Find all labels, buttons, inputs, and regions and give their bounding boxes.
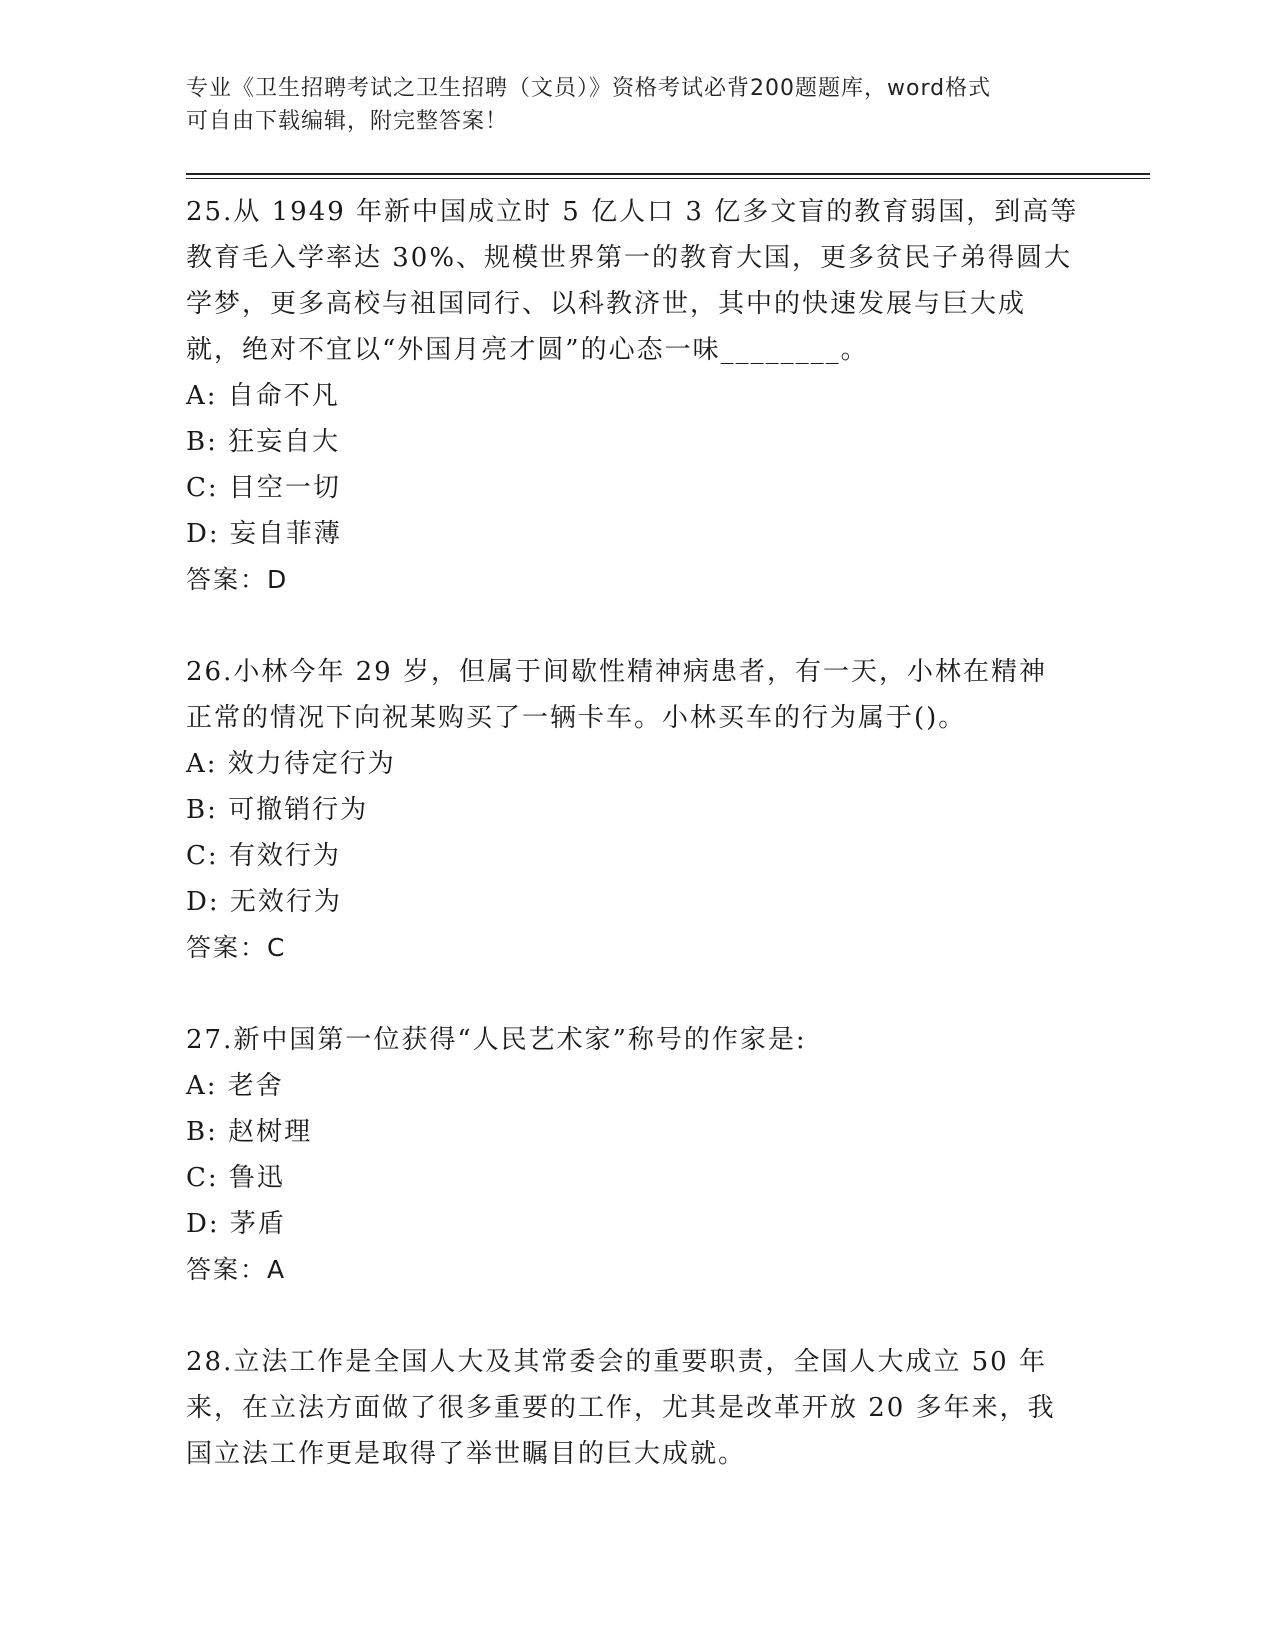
option-d: D: 无效行为 bbox=[186, 887, 342, 917]
document-header bbox=[186, 72, 1086, 138]
question-stem-line: 教育毛入学率达 30%、规模世界第一的教育大国，更多贫民子弟得圆大 bbox=[186, 243, 1073, 273]
header-line: 可自由下载编辑，附完整答案！ bbox=[186, 109, 509, 134]
option-b: B: 狂妄自大 bbox=[186, 427, 341, 457]
option-a: A: 老舍 bbox=[186, 1071, 284, 1101]
option-b: B: 赵树理 bbox=[186, 1117, 313, 1147]
answer-line: 答案：A bbox=[186, 1255, 287, 1284]
question-stem-line: 28.立法工作是全国人大及其常委会的重要职责，全国人大成立 50 年 bbox=[186, 1347, 1047, 1377]
question-28 bbox=[186, 1339, 1086, 1477]
question-27 bbox=[186, 1017, 1086, 1293]
option-c: C: 目空一切 bbox=[186, 473, 341, 503]
answer-line: 答案：C bbox=[186, 933, 287, 962]
answer-line: 答案：D bbox=[186, 565, 289, 594]
question-stem-line: 正常的情况下向祝某购买了一辆卡车。小林买车的行为属于()。 bbox=[186, 703, 967, 733]
question-stem-line: 25.从 1949 年新中国成立时 5 亿人口 3 亿多文盲的教育弱国，到高等 bbox=[186, 197, 1079, 227]
question-stem-line: 26.小林今年 29 岁，但属于间歇性精神病患者，有一天，小林在精神 bbox=[186, 657, 1047, 687]
option-c: C: 鲁迅 bbox=[186, 1163, 285, 1193]
option-d: D: 妄自菲薄 bbox=[186, 519, 342, 549]
option-a: A: 效力待定行为 bbox=[186, 749, 396, 779]
header-line: 专业《卫生招聘考试之卫生招聘（文员）》资格考试必背200题题库，word格式 bbox=[186, 76, 992, 101]
option-d: D: 茅盾 bbox=[186, 1209, 286, 1239]
question-stem-line: 27.新中国第一位获得“人民艺术家”称号的作家是: bbox=[186, 1025, 807, 1055]
header-divider bbox=[186, 173, 1150, 175]
header-divider-thin bbox=[186, 178, 1150, 179]
question-stem-line: 学梦，更多高校与祖国同行、以科教济世，其中的快速发展与巨大成 bbox=[186, 289, 1027, 319]
question-25 bbox=[186, 189, 1086, 603]
question-list bbox=[186, 189, 1086, 1523]
option-b: B: 可撤销行为 bbox=[186, 795, 369, 825]
question-26 bbox=[186, 649, 1086, 971]
option-a: A: 自命不凡 bbox=[186, 381, 340, 411]
question-stem-line: 来，在立法方面做了很多重要的工作，尤其是改革开放 20 多年来，我 bbox=[186, 1393, 1056, 1423]
option-c: C: 有效行为 bbox=[186, 841, 341, 871]
question-stem-line: 就，绝对不宜以“外国月亮才圆”的心态一味________。 bbox=[186, 335, 869, 365]
question-stem-line: 国立法工作更是取得了举世瞩目的巨大成就。 bbox=[186, 1439, 747, 1469]
